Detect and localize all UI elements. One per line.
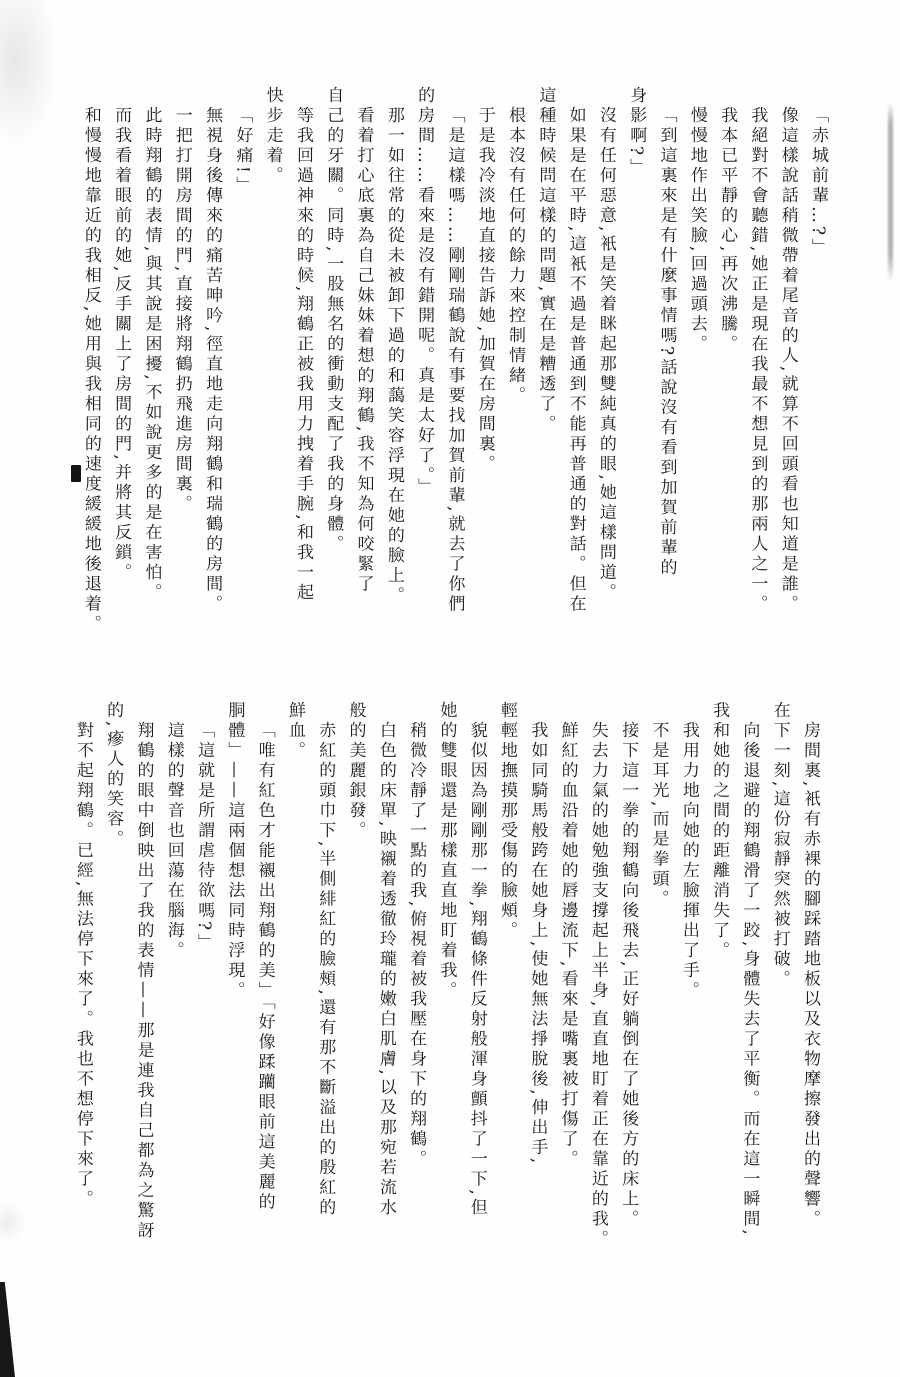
text-line: 般的美麗銀發。 <box>345 701 366 841</box>
text-line: 這樣的聲音也回蕩在腦海。 <box>163 721 184 961</box>
scan-ink-wedge-bottom-left <box>0 1282 15 1377</box>
text-line: 而我看着眼前的她,反手關上了房間的門,并將其反鎖。 <box>111 106 132 583</box>
text-line: 沒有任何惡意,衹是笑着眯起那雙純真的眼,她這樣問道。 <box>595 106 616 603</box>
text-line: 胴體」——這兩個想法同時浮現。 <box>224 701 245 1001</box>
scan-line-right-edge <box>888 102 893 282</box>
text-line: 的房間……看來是沒有錯開呢。真是太好了。」 <box>414 86 435 498</box>
text-line: 鮮紅的血沿着她的唇邊流下,看來是嘴裏被打傷了。 <box>557 721 578 1170</box>
text-line: 輕輕地撫摸那受傷的臉頰。 <box>497 701 518 941</box>
text-line: 我和她的之間的距離消失了。 <box>709 701 730 961</box>
text-line: 如果是在平時,這衹不過是普通到不能再普通的對話。但在 <box>565 106 586 615</box>
text-line: 我本已平靜的心,再次沸騰。 <box>717 106 738 355</box>
text-line: 向後退避的翔鶴滑了一跤,身體失去了平衡。而在這一瞬間, <box>739 721 760 1238</box>
text-line: 赤紅的頭巾下,半側緋紅的臉頰,還有那不斷溢出的殷紅的 <box>315 721 336 1218</box>
text-line: 像這樣說話稍微帶着尾音的人,就算不回頭看也知道是誰。 <box>777 106 798 615</box>
text-line: 「這就是所謂虐待欲嗎?」 <box>194 721 215 954</box>
text-line: 「好痛!」 <box>232 106 253 196</box>
text-line: 我絕對不會聽錯,她正是現在我最不想見到的那兩人之一。 <box>747 106 768 615</box>
text-line: 翔鶴的眼中倒映出了我的表情——那是連我自己都為之驚訝 <box>133 721 154 1241</box>
text-line: 看着打心底裏為自己妹妹着想的翔鶴,我不知為何咬緊了 <box>353 106 374 595</box>
text-line: 房間裏,衹有赤裸的腳踩踏地板以及衣物摩擦發出的聲響。 <box>800 721 820 1230</box>
top-text-block <box>76 86 833 666</box>
text-line: 她的雙眼還是那樣直直地盯着我。 <box>436 701 457 1001</box>
text-line: 接下這一拳的翔鶴向後飛去,正好躺倒在了她後方的床上。 <box>618 721 639 1230</box>
text-line: 稍微冷靜了一點的我,俯視着被我壓在身下的翔鶴。 <box>406 721 427 1170</box>
text-line: 鮮血。 <box>284 701 305 761</box>
text-line: 在下一刻,這份寂靜突然被打破。 <box>769 701 790 990</box>
text-line: 無視身後傳來的痛苦呻吟,徑直地走向翔鶴和瑞鶴的房間。 <box>202 106 223 615</box>
text-line: 一把打開房間的門,直接將翔鶴扔飛進房間裏。 <box>171 106 192 515</box>
text-line: 快步走着。 <box>262 86 283 186</box>
text-line: 等我回過神來的時候,翔鶴正被我用力拽着手腕,和我一起 <box>292 106 313 603</box>
text-line: 失去力氣的她勉強支撐起上半身,直直地盯着正在靠近的我。 <box>587 721 608 1250</box>
scan-smudge-bottom-left <box>0 1200 25 1245</box>
text-line: 貌似因為剛剛那一拳,翔鶴條件反射般渾身顫抖了一下,但 <box>466 721 487 1218</box>
text-line: 根本沒有任何的餘力來控制情緒。 <box>505 106 526 406</box>
text-line: 「到這裏來是有什麼事情嗎?話說沒有看到加賀前輩的 <box>656 106 677 579</box>
text-line: 的,瘮人的笑容。 <box>103 701 124 850</box>
text-line: 和慢慢地靠近的我相反,她用與我相同的速度緩緩地後退着。 <box>80 106 101 635</box>
text-line: 不是耳光,而是拳頭。 <box>648 721 669 910</box>
text-line: 于是我冷淡地直接告訴她,加賀在房間裏。 <box>474 106 495 475</box>
text-line: 白色的床單,映襯着透徹玲瓏的嫩白肌膚,以及那宛若流水 <box>375 721 396 1218</box>
text-line: 「唯有紅色才能襯出翔鶴的美」「好像蹂躪眼前這美麗的 <box>254 721 275 1213</box>
text-line: 我用力地向她的左臉揮出了手。 <box>678 721 699 1001</box>
text-line: 我如同騎馬般跨在她身上,使她無法掙脫後,伸出手, <box>527 721 548 1167</box>
text-line: 身影啊?」 <box>626 86 647 179</box>
text-line: 此時翔鶴的表情,與其說是困擾,不如說更多的是在害怕。 <box>141 106 162 603</box>
text-line: 「是這樣嗎……剛剛瑞鶴說有事要找加賀前輩,就去了你們 <box>444 106 465 615</box>
text-line: 對不起翔鶴。已經,無法停下來了。我也不想停下來了。 <box>72 721 93 1210</box>
text-line: 「赤城前輩…?」 <box>808 106 828 259</box>
text-line: 那一如往常的從未被卸下過的和藹笑容浮現在她的臉上。 <box>383 106 404 606</box>
scan-smudge-top-left <box>0 0 60 150</box>
text-line: 自己的牙關。同時,一股無名的衝動支配了我的身體。 <box>323 86 344 555</box>
text-line: 這種時候問這樣的問題,實在是糟透了。 <box>535 86 556 435</box>
bottom-text-block <box>68 701 825 1271</box>
text-line: 慢慢地作出笑臉,回過頭去。 <box>686 106 707 355</box>
